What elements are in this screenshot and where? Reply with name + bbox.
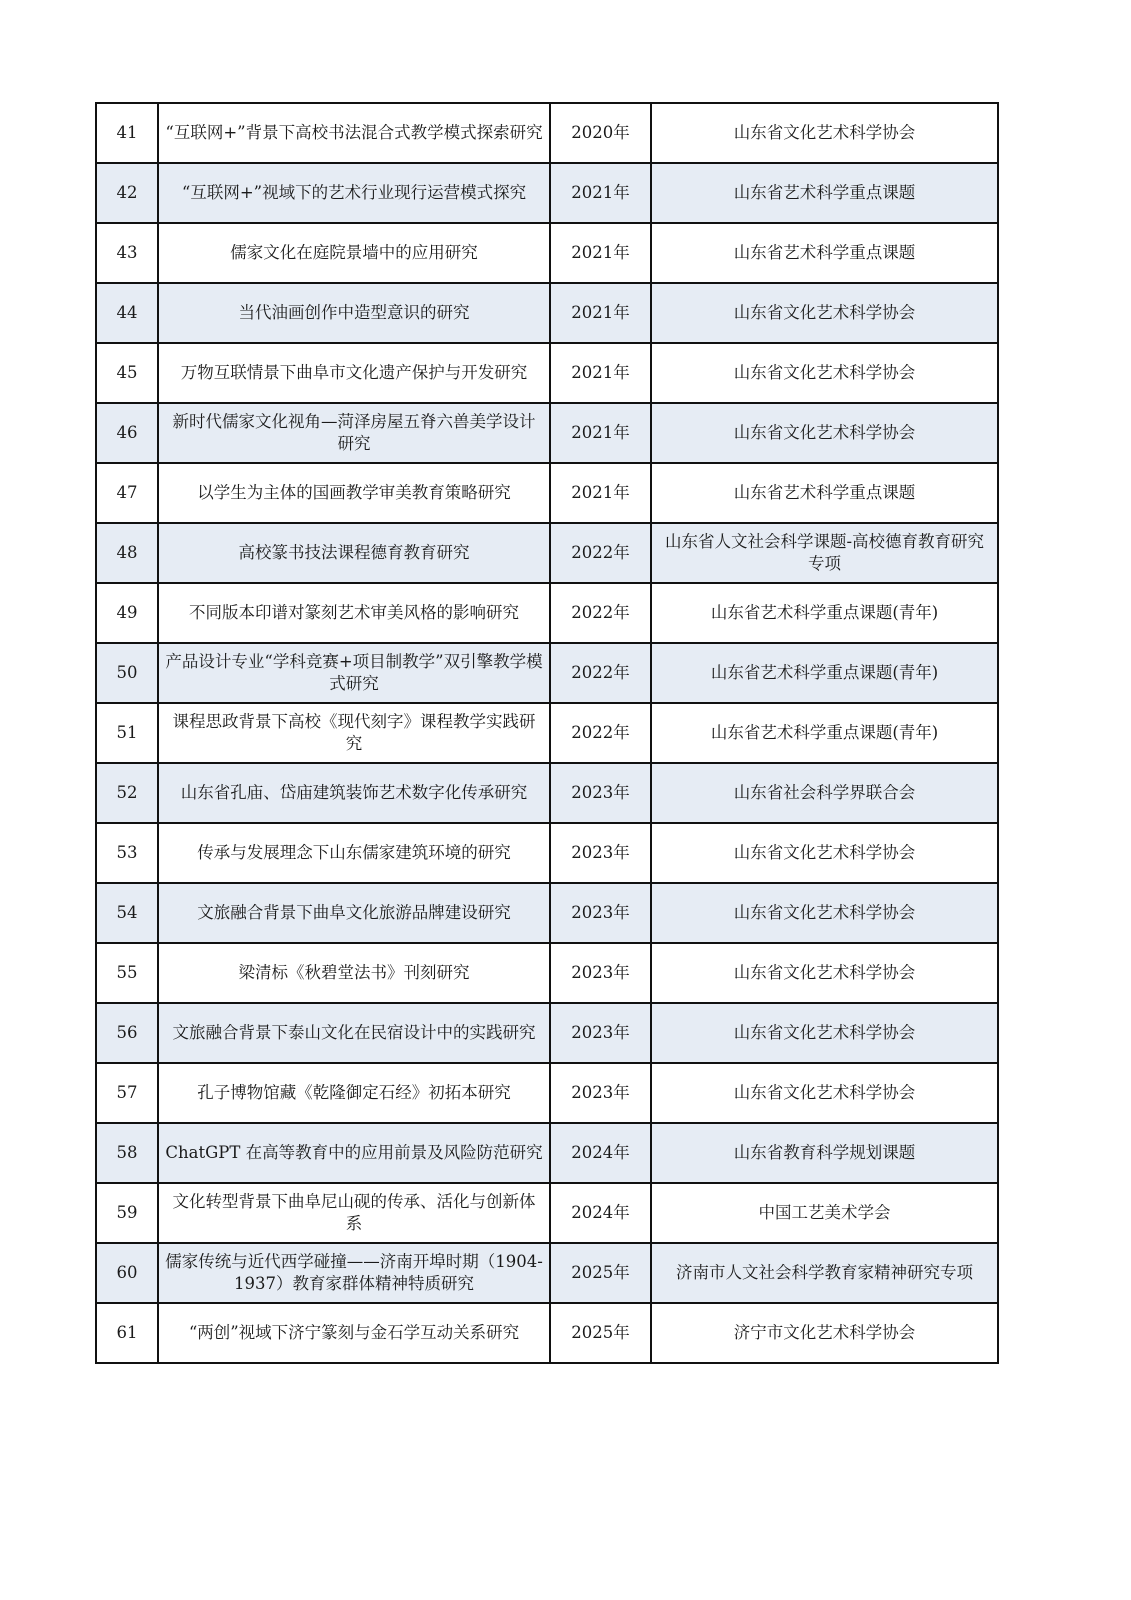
project-source: 山东省文化艺术科学协会 xyxy=(651,403,998,463)
row-number: 48 xyxy=(96,523,158,583)
project-source: 山东省文化艺术科学协会 xyxy=(651,823,998,883)
table-row xyxy=(96,523,998,583)
project-title: 儒家文化在庭院景墙中的应用研究 xyxy=(158,223,550,283)
table-row xyxy=(96,103,998,163)
row-number: 57 xyxy=(96,1063,158,1123)
project-source: 济宁市文化艺术科学协会 xyxy=(651,1303,998,1363)
table-row xyxy=(96,763,998,823)
project-year: 2022年 xyxy=(550,523,651,583)
project-source: 山东省艺术科学重点课题 xyxy=(651,223,998,283)
project-title: 文旅融合背景下泰山文化在民宿设计中的实践研究 xyxy=(158,1003,550,1063)
project-title: 以学生为主体的国画教学审美教育策略研究 xyxy=(158,463,550,523)
project-year: 2023年 xyxy=(550,1003,651,1063)
project-source: 山东省艺术科学重点课题(青年) xyxy=(651,643,998,703)
project-source: 山东省文化艺术科学协会 xyxy=(651,343,998,403)
project-source: 山东省人文社会科学课题-高校德育教育研究专项 xyxy=(651,523,998,583)
row-number: 49 xyxy=(96,583,158,643)
project-source: 山东省文化艺术科学协会 xyxy=(651,883,998,943)
project-year: 2022年 xyxy=(550,643,651,703)
row-number: 47 xyxy=(96,463,158,523)
project-title: ChatGPT 在高等教育中的应用前景及风险防范研究 xyxy=(158,1123,550,1183)
project-year: 2021年 xyxy=(550,163,651,223)
project-source: 山东省文化艺术科学协会 xyxy=(651,1003,998,1063)
row-number: 41 xyxy=(96,103,158,163)
row-number: 60 xyxy=(96,1243,158,1303)
project-year: 2023年 xyxy=(550,883,651,943)
project-title: 儒家传统与近代西学碰撞——济南开埠时期（1904-1937）教育家群体精神特质研究 xyxy=(158,1243,550,1303)
project-year: 2024年 xyxy=(550,1183,651,1243)
project-title: 课程思政背景下高校《现代刻字》课程教学实践研究 xyxy=(158,703,550,763)
project-source: 山东省艺术科学重点课题 xyxy=(651,163,998,223)
project-title: “互联网+”视域下的艺术行业现行运营模式探究 xyxy=(158,163,550,223)
row-number: 44 xyxy=(96,283,158,343)
project-title: 孔子博物馆藏《乾隆御定石经》初拓本研究 xyxy=(158,1063,550,1123)
table-row xyxy=(96,823,998,883)
project-year: 2023年 xyxy=(550,943,651,1003)
project-title: 传承与发展理念下山东儒家建筑环境的研究 xyxy=(158,823,550,883)
project-title: 不同版本印谱对篆刻艺术审美风格的影响研究 xyxy=(158,583,550,643)
project-source: 山东省艺术科学重点课题(青年) xyxy=(651,703,998,763)
row-number: 56 xyxy=(96,1003,158,1063)
project-year: 2025年 xyxy=(550,1303,651,1363)
project-title: “两创”视域下济宁篆刻与金石学互动关系研究 xyxy=(158,1303,550,1363)
project-year: 2024年 xyxy=(550,1123,651,1183)
table-row xyxy=(96,703,998,763)
row-number: 50 xyxy=(96,643,158,703)
row-number: 58 xyxy=(96,1123,158,1183)
row-number: 42 xyxy=(96,163,158,223)
row-number: 45 xyxy=(96,343,158,403)
project-title: 文旅融合背景下曲阜文化旅游品牌建设研究 xyxy=(158,883,550,943)
project-title: 产品设计专业“学科竞赛+项目制教学”双引擎教学模式研究 xyxy=(158,643,550,703)
project-year: 2021年 xyxy=(550,343,651,403)
row-number: 46 xyxy=(96,403,158,463)
table-row xyxy=(96,1243,998,1303)
project-table-body xyxy=(96,103,998,1363)
project-source: 中国工艺美术学会 xyxy=(651,1183,998,1243)
project-source: 山东省教育科学规划课题 xyxy=(651,1123,998,1183)
row-number: 43 xyxy=(96,223,158,283)
project-year: 2021年 xyxy=(550,403,651,463)
row-number: 52 xyxy=(96,763,158,823)
row-number: 55 xyxy=(96,943,158,1003)
row-number: 61 xyxy=(96,1303,158,1363)
project-title: 山东省孔庙、岱庙建筑装饰艺术数字化传承研究 xyxy=(158,763,550,823)
project-source: 山东省文化艺术科学协会 xyxy=(651,1063,998,1123)
row-number: 54 xyxy=(96,883,158,943)
project-title: “互联网+”背景下高校书法混合式教学模式探索研究 xyxy=(158,103,550,163)
project-title: 梁清标《秋碧堂法书》刊刻研究 xyxy=(158,943,550,1003)
project-source: 山东省文化艺术科学协会 xyxy=(651,103,998,163)
project-year: 2021年 xyxy=(550,283,651,343)
table-row xyxy=(96,1063,998,1123)
table-row xyxy=(96,1123,998,1183)
table-row xyxy=(96,463,998,523)
project-source: 山东省社会科学界联合会 xyxy=(651,763,998,823)
project-title: 高校篆书技法课程德育教育研究 xyxy=(158,523,550,583)
project-year: 2022年 xyxy=(550,703,651,763)
project-year: 2021年 xyxy=(550,463,651,523)
table-row xyxy=(96,883,998,943)
project-year: 2023年 xyxy=(550,823,651,883)
project-year: 2023年 xyxy=(550,1063,651,1123)
table-row xyxy=(96,643,998,703)
project-year: 2020年 xyxy=(550,103,651,163)
table-row xyxy=(96,943,998,1003)
project-title: 万物互联情景下曲阜市文化遗产保护与开发研究 xyxy=(158,343,550,403)
table-row xyxy=(96,223,998,283)
row-number: 53 xyxy=(96,823,158,883)
project-table xyxy=(95,102,999,1364)
project-year: 2022年 xyxy=(550,583,651,643)
table-row xyxy=(96,343,998,403)
row-number: 51 xyxy=(96,703,158,763)
project-source: 山东省文化艺术科学协会 xyxy=(651,283,998,343)
project-source: 济南市人文社会科学教育家精神研究专项 xyxy=(651,1243,998,1303)
table-row xyxy=(96,583,998,643)
project-year: 2021年 xyxy=(550,223,651,283)
project-title: 当代油画创作中造型意识的研究 xyxy=(158,283,550,343)
project-year: 2023年 xyxy=(550,763,651,823)
project-source: 山东省艺术科学重点课题(青年) xyxy=(651,583,998,643)
table-row xyxy=(96,403,998,463)
row-number: 59 xyxy=(96,1183,158,1243)
project-title: 文化转型背景下曲阜尼山砚的传承、活化与创新体系 xyxy=(158,1183,550,1243)
project-source: 山东省文化艺术科学协会 xyxy=(651,943,998,1003)
table-row xyxy=(96,1183,998,1243)
table-row xyxy=(96,1003,998,1063)
table-row xyxy=(96,1303,998,1363)
project-title: 新时代儒家文化视角—菏泽房屋五脊六兽美学设计研究 xyxy=(158,403,550,463)
table-row xyxy=(96,163,998,223)
project-source: 山东省艺术科学重点课题 xyxy=(651,463,998,523)
project-year: 2025年 xyxy=(550,1243,651,1303)
table-row xyxy=(96,283,998,343)
